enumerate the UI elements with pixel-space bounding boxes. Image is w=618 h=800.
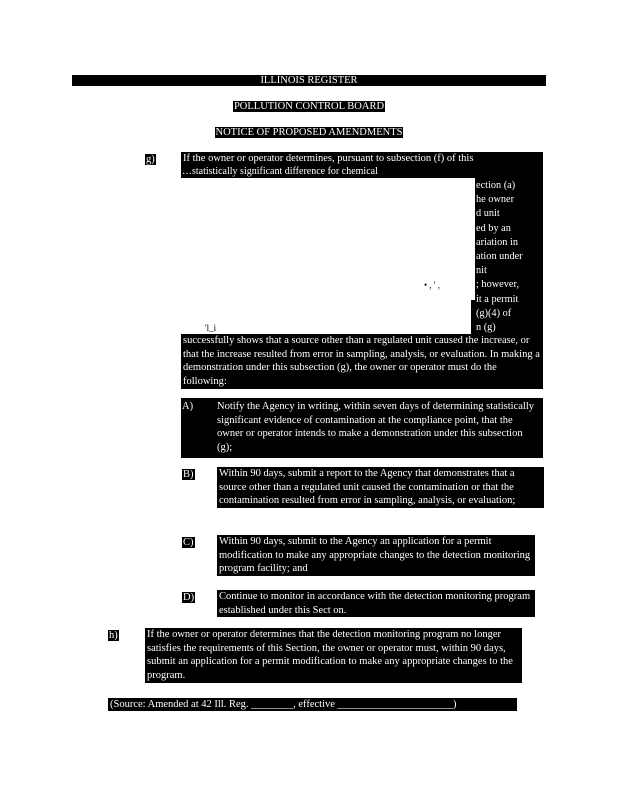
subsection-g-marker: g) (146, 154, 155, 165)
item-c-text: Within 90 days, submit to the Agency an application for a permit modification to make any appropriate changes to the detection monitoring program facility; and (217, 535, 535, 576)
subsection-h-marker: h) (109, 630, 118, 641)
notice-title: NOTICE OF PROPOSED AMENDMENTS (215, 127, 403, 138)
subsection-g-body: successfully shows that a source other than a regulated unit caused the increase, or that the increase resulted from error in sampling, analysis, or evaluation. In making a demonstration under this subsection (g), the owner or operator must do the following: (181, 334, 543, 389)
item-c-marker: C) (183, 537, 194, 548)
item-a-text: Notify the Agency in writing, within seven days of determining statistically significant evidence of contamination at the compliance point, that the owner or operator intends to make a demonstration under this subsection (g); (217, 400, 539, 455)
notice-heading (0, 126, 618, 139)
subsection-h-text: If the owner or operator determines that the detection monitoring program no longer satisfies the requirements of this Section, the owner or operator must, within 90 days, submit an application for a permit modification to make any appropriate changes to the program. (145, 628, 522, 683)
stray-fragment: • , ' , (424, 280, 441, 290)
subsection-g-first-line: If the owner or operator determines, pursuant to subsection (f) of this (183, 153, 474, 164)
item-b-text: Within 90 days, submit a report to the Agency that demonstrates that a source other than a regulated unit caused the contamination or that the contamination resulted from error in sampling, analysis, or evaluation; (217, 467, 544, 508)
item-d-marker: D) (183, 592, 195, 603)
register-title: ILLINOIS REGISTER (260, 75, 358, 86)
board-title: POLLUTION CONTROL BOARD (233, 101, 385, 112)
redaction-box-lower (181, 300, 471, 334)
subsection-g-partial-line: …statistically significant difference for chemical (182, 166, 476, 178)
item-a-marker: A) (182, 401, 194, 412)
stray-fragment-2: 'l_i (205, 323, 217, 333)
item-d-text: Continue to monitor in accordance with the detection monitoring program established under this Sect on. (217, 590, 535, 617)
board-heading (0, 100, 618, 113)
register-banner (72, 75, 546, 86)
source-line: (Source: Amended at 42 Ill. Reg. ________, effective ______________________) (108, 698, 517, 711)
subsection-g-fragments: ection (a) he owner d unit ed by an ariation in ation under nit ; however, it a permit (g)(4) of n (g) (476, 180, 523, 334)
item-b-marker: B) (183, 469, 194, 480)
